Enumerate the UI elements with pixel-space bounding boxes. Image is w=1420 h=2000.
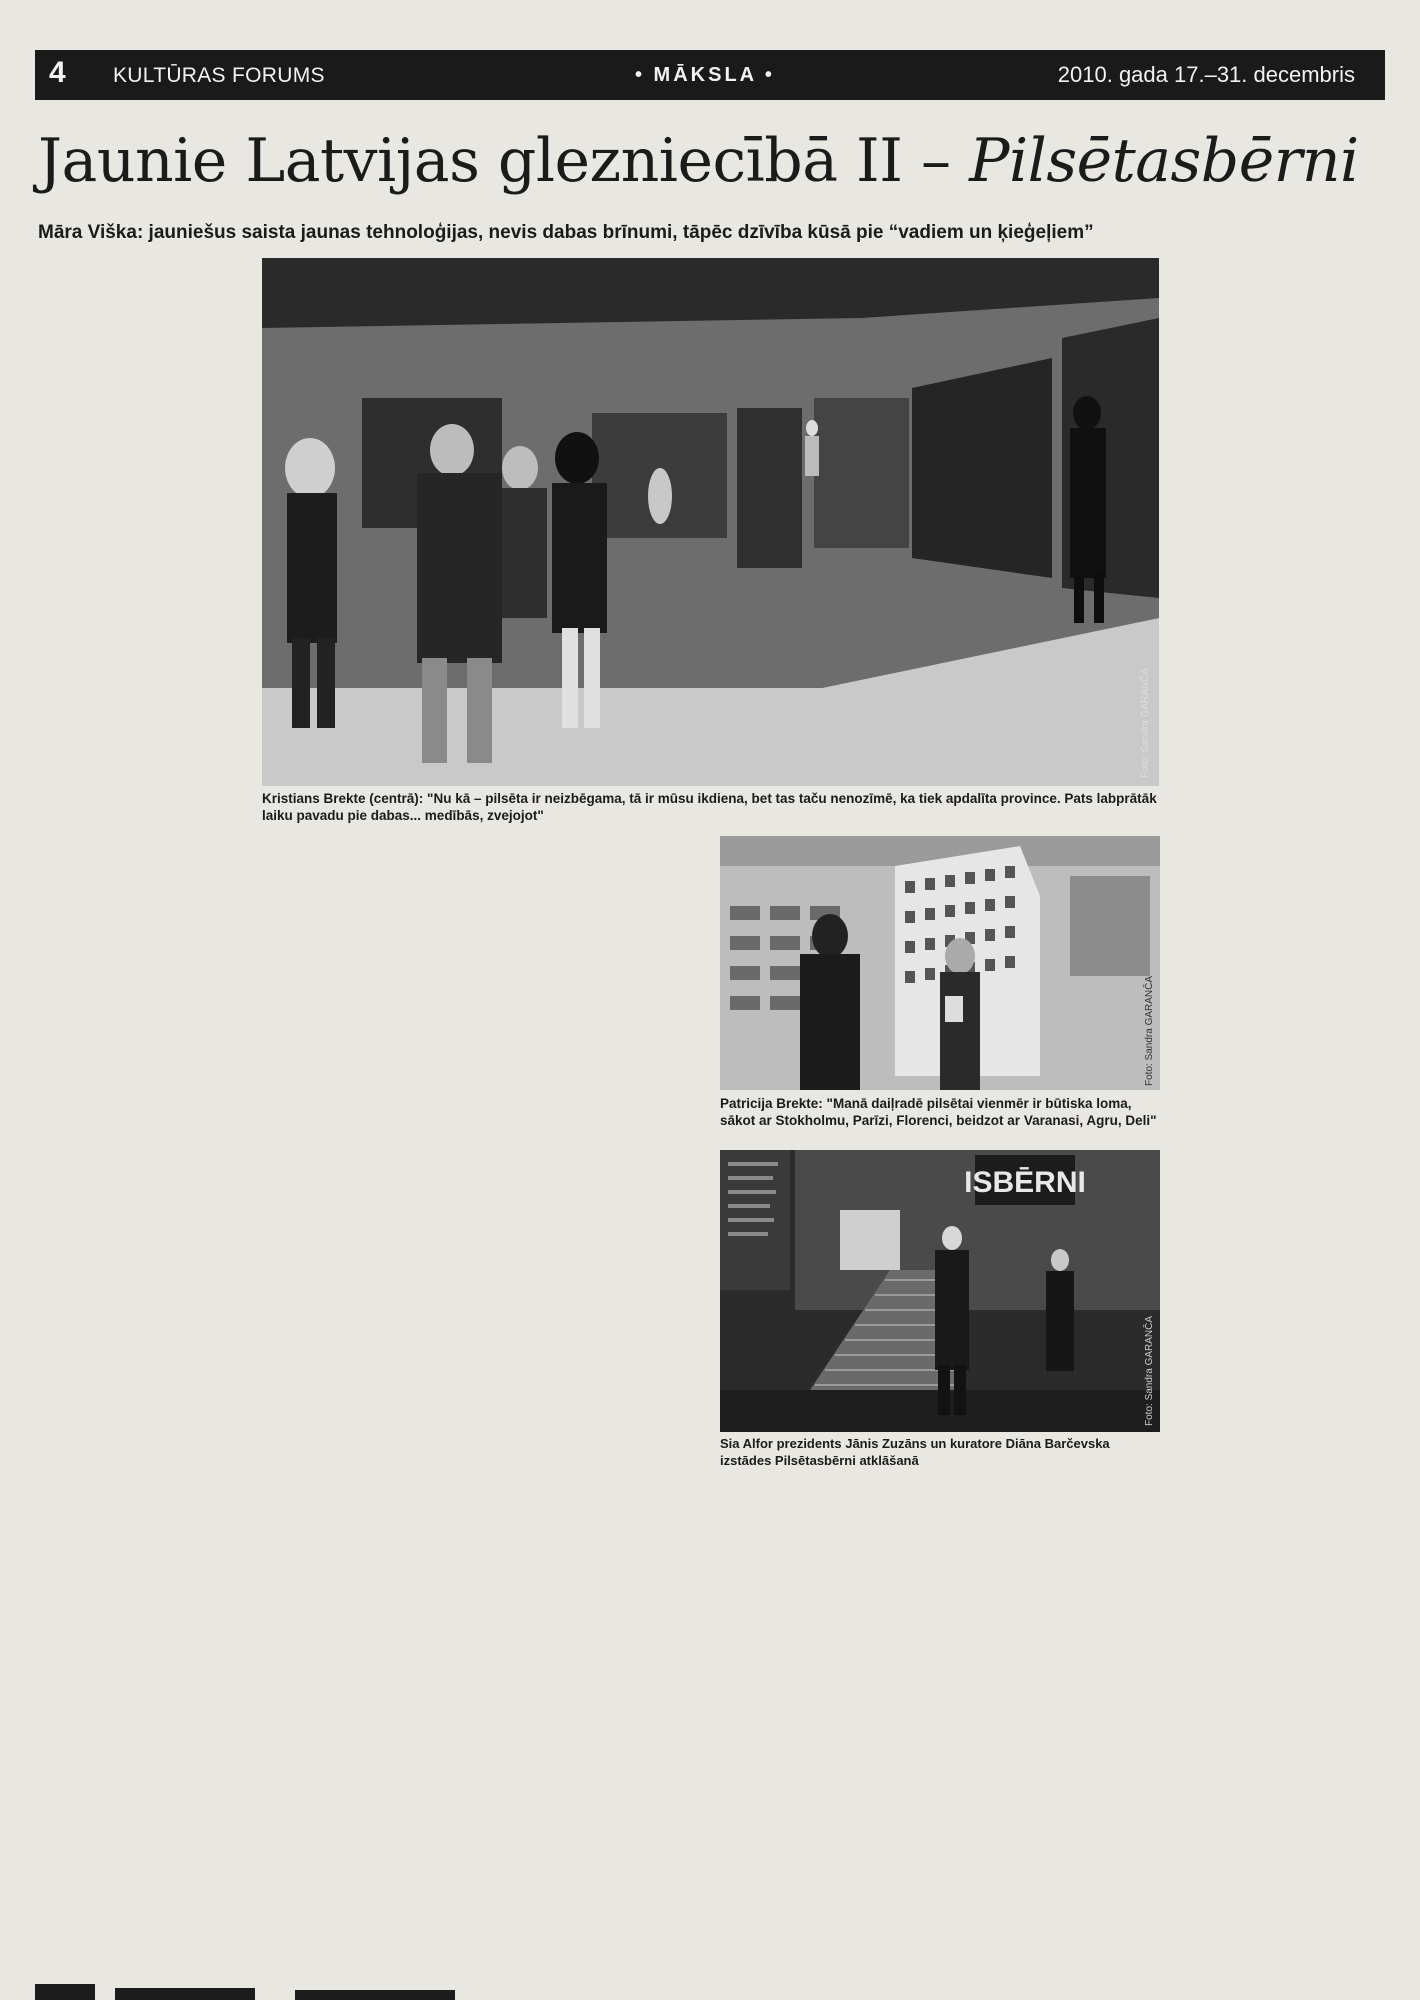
photo-3-image bbox=[720, 1150, 1160, 1432]
gallery-photo-main bbox=[262, 258, 1159, 786]
gallery-photo-image bbox=[262, 258, 1159, 786]
section-name: • MĀKSLA • bbox=[635, 64, 775, 86]
column-3 bbox=[486, 830, 704, 1962]
column-4 bbox=[720, 1490, 932, 1962]
exhibition-banner-text: ISBĒRNI bbox=[964, 1166, 1086, 1199]
photo-caption-1: Kristians Brekte (centrā): "Nu kā – pilsēta ir neizbēgama, tā ir mūsu ikdiena, bet tas taču nenozīmē, ka tiek apdalīta province. Pats labprātāk laiku pavadu pie dabas... medībās, zvejojot" bbox=[262, 791, 1157, 823]
page-header bbox=[35, 50, 1385, 100]
photo-2-image bbox=[720, 836, 1160, 1090]
title-italic: Pilsētasbērni bbox=[969, 126, 1359, 196]
next-article-title-fragment bbox=[35, 1978, 1385, 2000]
publication-name: KULTŪRAS FORUMS bbox=[113, 64, 325, 87]
title-main: Jaunie Latvijas glezniecībā II – bbox=[38, 126, 970, 196]
next-article-strip bbox=[35, 1978, 1385, 2000]
article-title bbox=[38, 128, 1398, 194]
column-1 bbox=[40, 262, 248, 1962]
photo-credit-2: Foto: Sandra GARANČA bbox=[1144, 975, 1155, 1086]
issue-date: 2010. gada 17.–31. decembris bbox=[1057, 62, 1355, 87]
photo-credit-3: Foto: Sandra GARANČA bbox=[1144, 1315, 1155, 1426]
column-5 bbox=[946, 1490, 1160, 1962]
column-6 bbox=[1174, 258, 1380, 1934]
photo-patricija-brekte bbox=[720, 836, 1160, 1090]
photo-exhibition-opening bbox=[720, 1150, 1160, 1432]
photo-credit-1: Foto: Sandra GARANČA bbox=[1140, 667, 1151, 778]
column-2 bbox=[262, 830, 474, 1962]
page-number: 4 bbox=[49, 56, 66, 89]
photo-caption-2: Patricija Brekte: "Manā daiļradē pilsētai vienmēr ir būtiska loma, sākot ar Stokholmu, Parīzi, Florenci, beidzot ar Varanasi, Agru, Deli" bbox=[720, 1096, 1157, 1128]
photo-caption-3: Sia Alfor prezidents Jānis Zuzāns un kuratore Diāna Barčevska izstādes Pilsētasbērni atklāšanā bbox=[720, 1436, 1110, 1468]
article-subtitle: Māra Viška: jauniešus saista jaunas tehnoloģijas, nevis dabas brīnumi, tāpēc dzīvība kūsā pie “vadiem un ķieģeļiem” bbox=[38, 222, 1094, 243]
